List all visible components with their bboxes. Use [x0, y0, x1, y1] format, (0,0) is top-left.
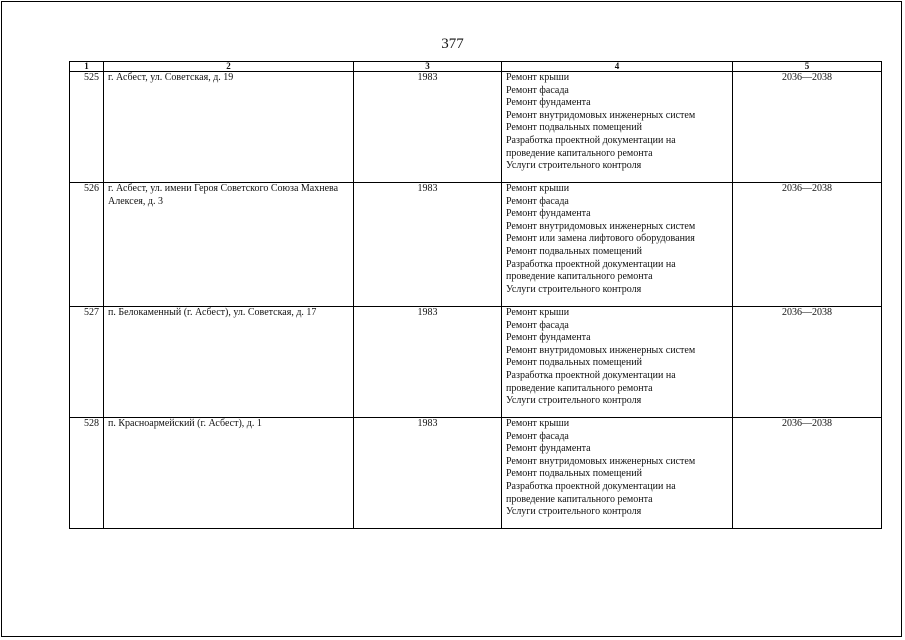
column-header-2: 2	[104, 62, 354, 72]
work-item: Ремонт фундамента	[506, 208, 591, 220]
work-item: Ремонт фасада	[506, 195, 569, 207]
row-works	[502, 307, 733, 418]
work-item: Ремонт крыши	[506, 183, 570, 194]
row-number: 526	[70, 183, 104, 307]
header-row	[70, 62, 882, 72]
work-item: Ремонт фасада	[506, 319, 569, 331]
work-item: Разработка проектной документации на	[506, 369, 676, 381]
work-item: проведение капитального ремонта	[506, 493, 653, 505]
row-works	[502, 183, 733, 307]
row-address: г. Асбест, ул. Советская, д. 19	[104, 72, 354, 183]
table-row	[70, 418, 882, 529]
work-item: проведение капитального ремонта	[506, 382, 653, 394]
work-item: Услуги строительного контроля	[506, 160, 642, 172]
work-item: проведение капитального ремонта	[506, 147, 653, 159]
row-address: п. Красноармейский (г. Асбест), д. 1	[104, 418, 354, 529]
row-works	[502, 72, 733, 183]
row-number: 525	[70, 72, 104, 183]
work-item: Разработка проектной документации на	[506, 480, 676, 492]
work-item: Услуги строительного контроля	[506, 283, 642, 295]
work-item: Ремонт внутридомовых инженерных систем	[506, 344, 696, 356]
work-item: Ремонт подвальных помещений	[506, 468, 642, 480]
table-row	[70, 72, 882, 183]
work-item: Ремонт или замена лифтового оборудования	[506, 233, 695, 245]
column-header-3: 3	[354, 62, 502, 72]
row-number: 528	[70, 418, 104, 529]
row-year: 1983	[354, 72, 502, 183]
registry-table	[69, 61, 882, 529]
work-item: Ремонт крыши	[506, 418, 570, 429]
work-item: Ремонт подвальных помещений	[506, 357, 642, 369]
work-item: Ремонт подвальных помещений	[506, 122, 642, 134]
row-address: п. Белокаменный (г. Асбест), ул. Советская, д. 17	[104, 307, 354, 418]
row-year: 1983	[354, 418, 502, 529]
work-item: Ремонт фундамента	[506, 332, 591, 344]
work-item: Ремонт фасада	[506, 84, 569, 96]
work-item: Ремонт внутридомовых инженерных систем	[506, 220, 696, 232]
work-item: Ремонт фасада	[506, 430, 569, 442]
work-item: Ремонт подвальных помещений	[506, 245, 642, 257]
column-header-1: 1	[70, 62, 104, 72]
row-address: г. Асбест, ул. имени Героя Советского Союза Махнева Алексея, д. 3	[104, 183, 354, 307]
row-period: 2036—2038	[733, 418, 882, 529]
work-item: Ремонт крыши	[506, 307, 570, 318]
row-period: 2036—2038	[733, 72, 882, 183]
work-item: Услуги строительного контроля	[506, 395, 642, 407]
table-row	[70, 183, 882, 307]
column-header-5: 5	[733, 62, 882, 72]
work-item: Ремонт внутридомовых инженерных систем	[506, 455, 696, 467]
page-number: 377	[441, 36, 464, 52]
table-row	[70, 307, 882, 418]
row-works	[502, 418, 733, 529]
row-year: 1983	[354, 183, 502, 307]
row-period: 2036—2038	[733, 183, 882, 307]
work-item: Ремонт внутридомовых инженерных систем	[506, 109, 696, 121]
work-item: проведение капитального ремонта	[506, 271, 653, 283]
column-header-4: 4	[502, 62, 733, 72]
work-item: Ремонт фундамента	[506, 97, 591, 109]
row-number: 527	[70, 307, 104, 418]
work-item: Разработка проектной документации на	[506, 134, 676, 146]
work-item: Услуги строительного контроля	[506, 506, 642, 518]
row-period: 2036—2038	[733, 307, 882, 418]
work-item: Ремонт крыши	[506, 72, 570, 83]
work-item: Ремонт фундамента	[506, 443, 591, 455]
row-year: 1983	[354, 307, 502, 418]
work-item: Разработка проектной документации на	[506, 258, 676, 270]
